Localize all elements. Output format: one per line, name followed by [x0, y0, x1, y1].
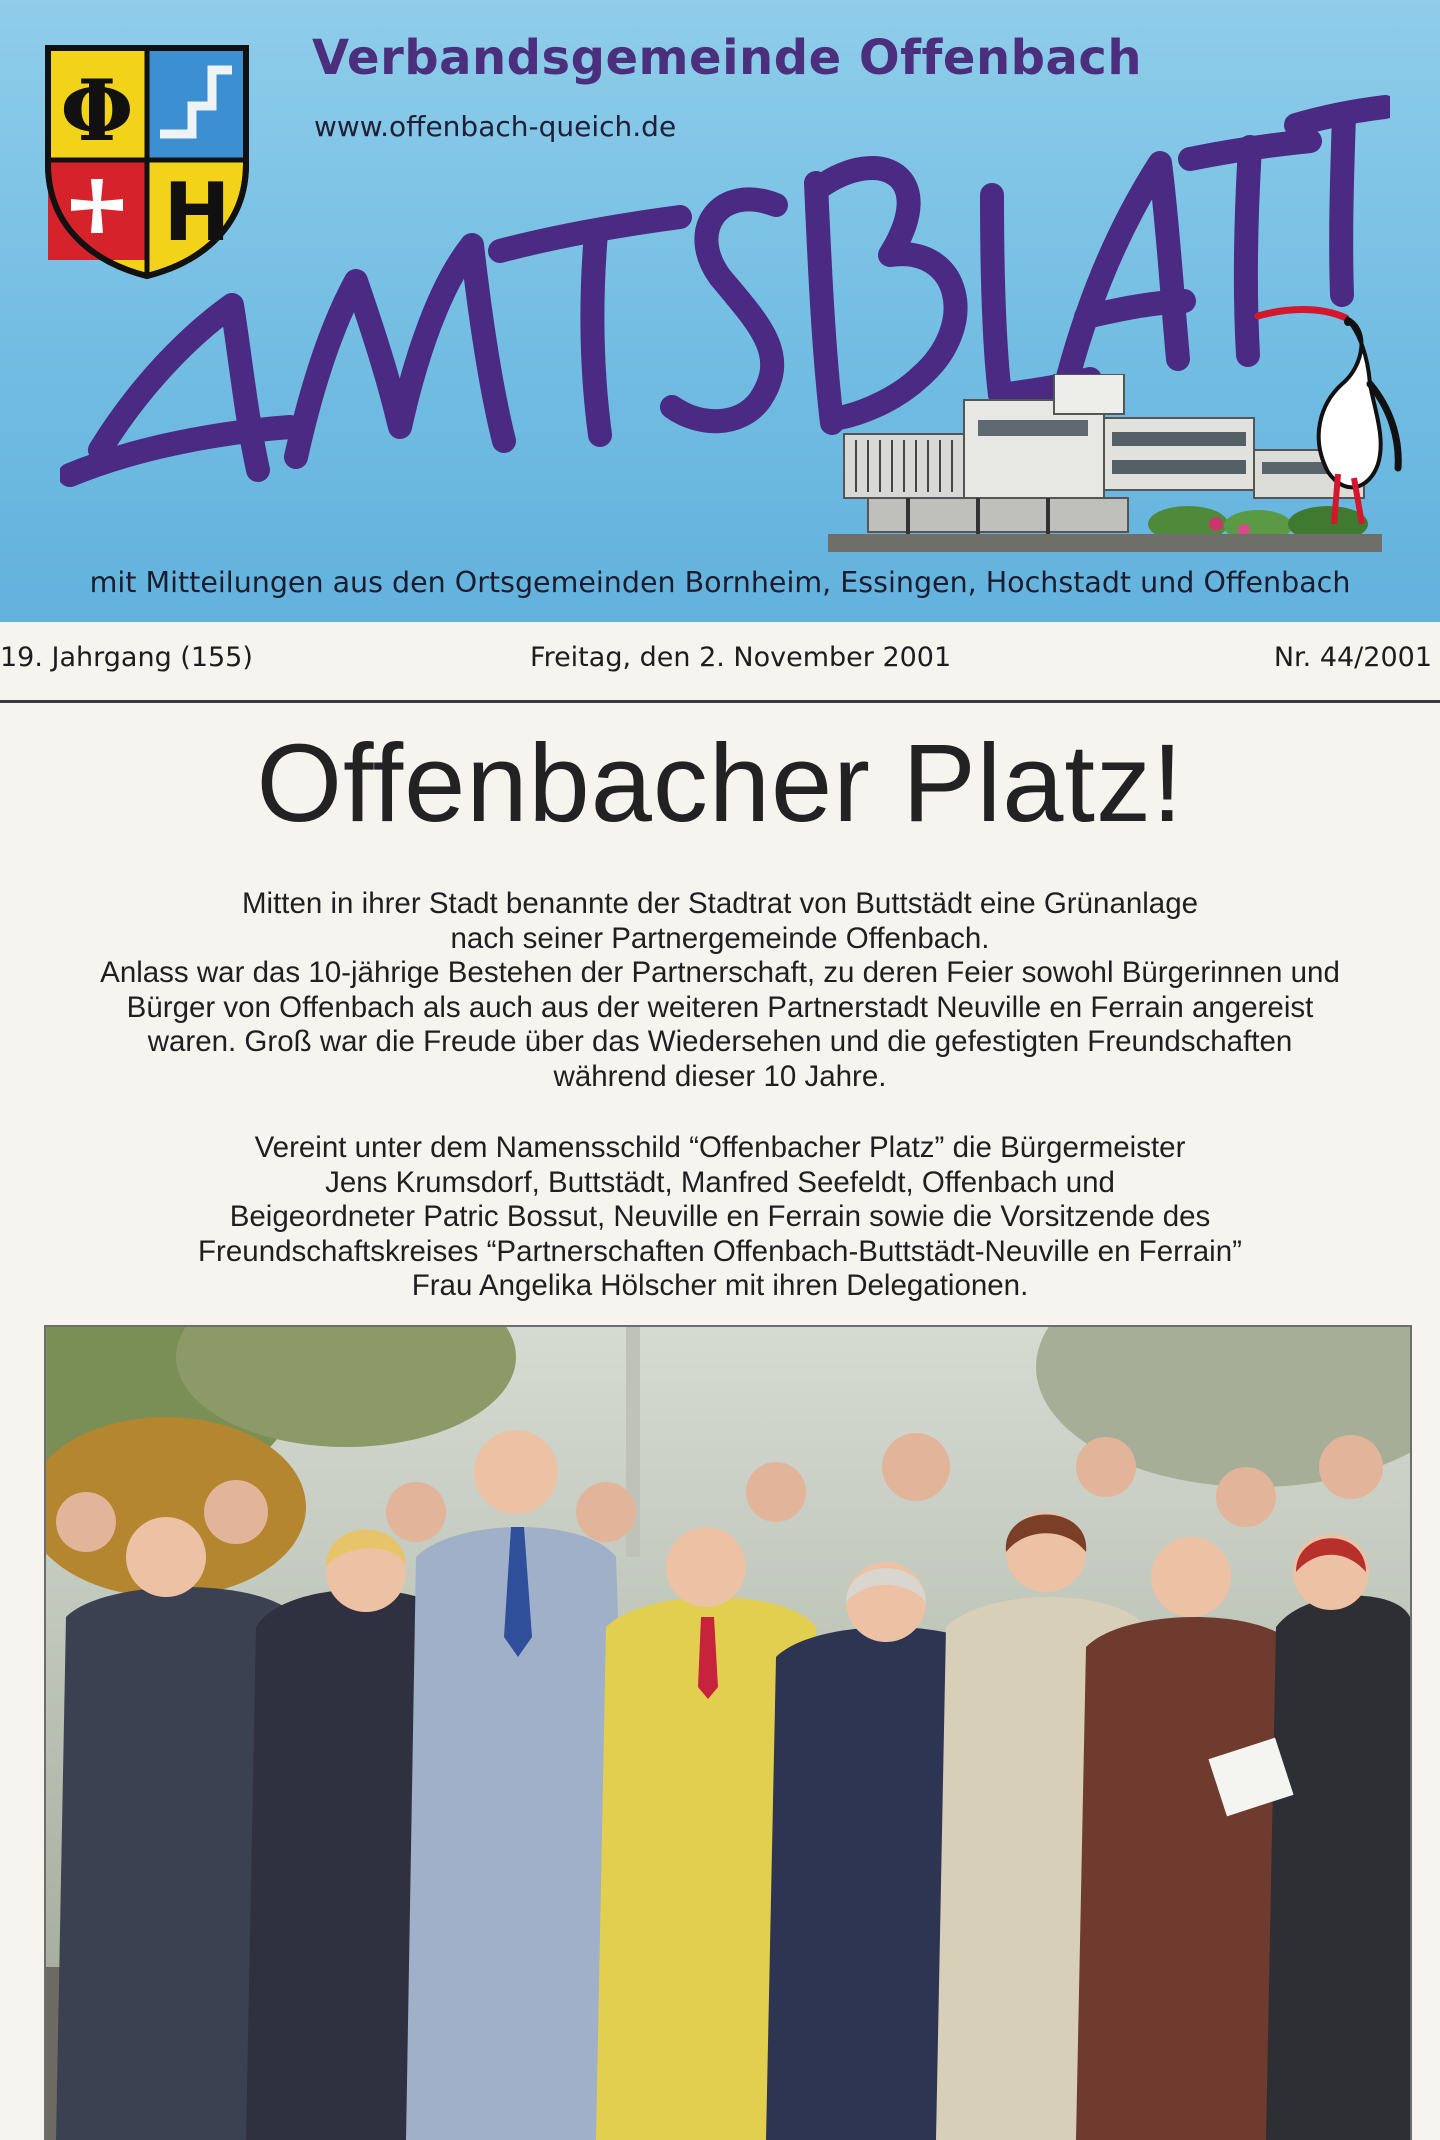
- website-link[interactable]: www.offenbach-queich.de: [314, 110, 677, 143]
- volume-number: 19. Jahrgang (155): [0, 642, 253, 673]
- article-headline: Offenbacher Platz!: [256, 722, 1184, 845]
- divider-rule: [0, 700, 1440, 703]
- masthead: [0, 0, 1440, 622]
- masthead-subline: mit Mitteilungen aus den Ortsgemeinden Bornheim, Essingen, Hochstadt und Offenbach: [89, 566, 1351, 599]
- crest-phi-glyph: Φ: [60, 61, 134, 160]
- caption-line: Frau Angelika Hölscher mit ihren Delegationen.: [411, 1269, 1029, 1303]
- intro-line: Mitten in ihrer Stadt benannte der Stadtrat von Buttstädt eine Grünanlage: [241, 887, 1199, 920]
- issue-date: Freitag, den 2. November 2001: [530, 642, 952, 673]
- dateline: [0, 640, 1440, 680]
- intro-line: nach seiner Partnergemeinde Offenbach.: [450, 921, 990, 955]
- intro-line: Bürger von Offenbach als auch aus der weiteren Partnerstadt Neuville en Ferrain angereist: [126, 990, 1314, 1024]
- caption-line: Vereint unter dem Namensschild “Offenbacher Platz” die Bürgermeister: [254, 1131, 1186, 1164]
- intro-line: während dieser 10 Jahre.: [553, 1059, 887, 1093]
- caption-line: Freundschaftskreises “Partnerschaften Offenbach-Buttstädt-Neuville en Ferrain”: [198, 1234, 1242, 1268]
- publisher-name: Verbandsgemeinde Offenbach: [312, 30, 1143, 86]
- article-intro: [12, 887, 1428, 1095]
- caption-line: Jens Krumsdorf, Buttstädt, Manfred Seefeldt, Offenbach und: [325, 1165, 1115, 1199]
- caption-line: Beigeordneter Patric Bossut, Neuville en Ferrain sowie die Vorsitzende des: [229, 1200, 1211, 1234]
- crest-h-glyph: H: [163, 166, 231, 259]
- intro-line: Anlass war das 10-jährige Bestehen der Partnerschaft, zu deren Feier sowohl Bürgerinnen und: [100, 956, 1340, 990]
- intro-line: waren. Groß war die Freude über das Wiedersehen und die gefestigten Freundschaften: [147, 1025, 1293, 1059]
- issue-number: Nr. 44/2001: [1273, 642, 1432, 673]
- photo-caption: [12, 1131, 1428, 1304]
- stork-icon: [1250, 288, 1410, 524]
- group-photo: [44, 1325, 1412, 2140]
